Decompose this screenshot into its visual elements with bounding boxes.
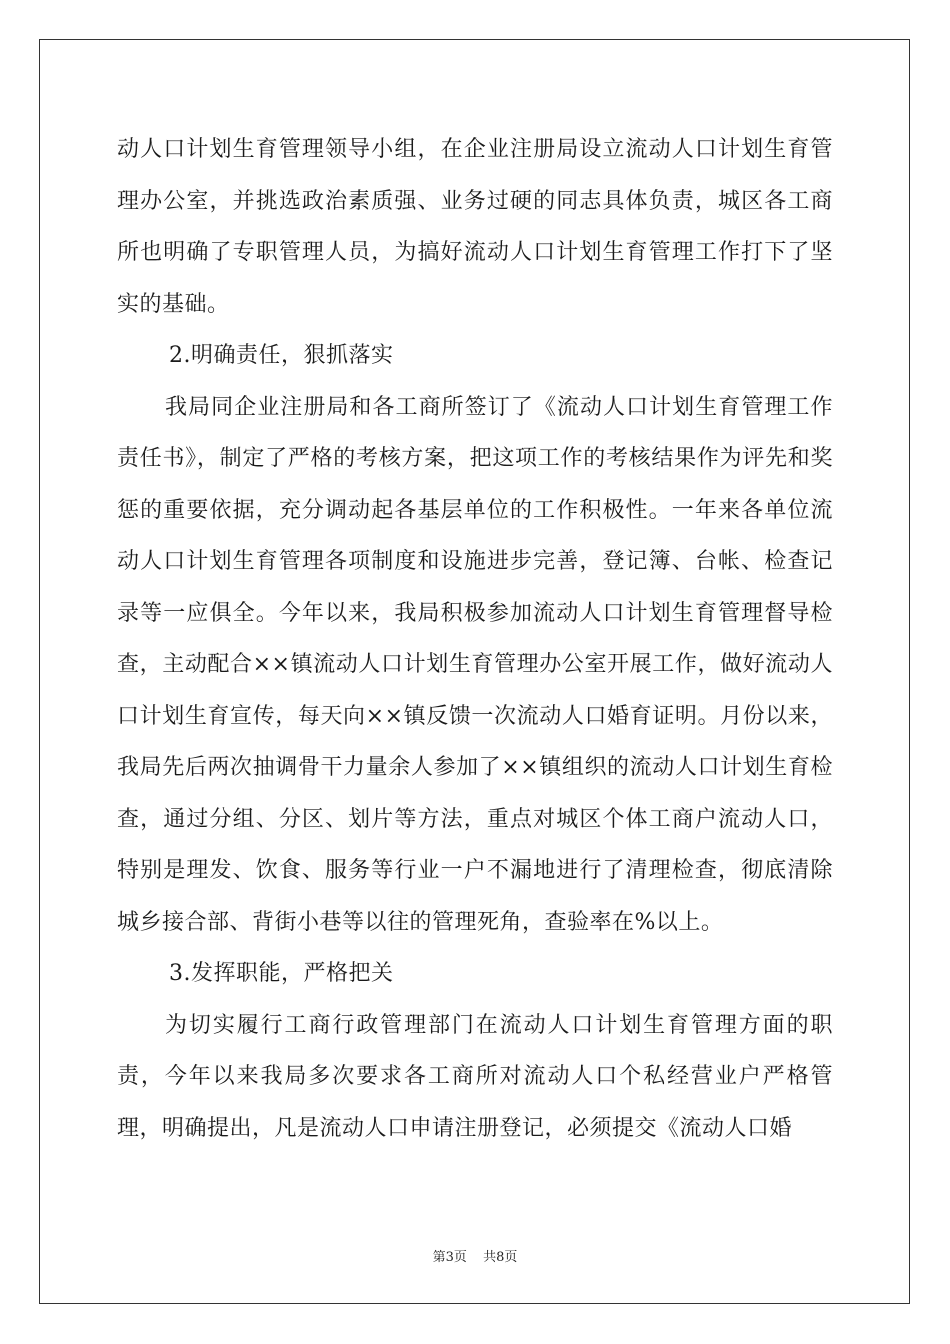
section-heading-3: 3.发挥职能，严格把关 bbox=[169, 961, 394, 986]
paragraph-continuation: 动人口计划生育管理领导小组，在企业注册局设立流动人口计划生育管理办公室，并挑选政治素质强、业务过硬的同志具体负责，城区各工商所也明确了专职管理人员，为搞好流动人口计划生育管理工作打下了坚实的基础。 bbox=[117, 137, 833, 317]
page-footer bbox=[0, 1246, 950, 1265]
page-number-total: 共8页 bbox=[483, 1250, 518, 1265]
page-number-current: 第3页 bbox=[432, 1250, 467, 1265]
section-heading-2: 2.明确责任，狠抓落实 bbox=[169, 343, 394, 368]
paragraph-responsibility: 我局同企业注册局和各工商所签订了《流动人口计划生育管理工作责任书》，制定了严格的考核方案，把这项工作的考核结果作为评先和奖惩的重要依据，充分调动起各基层单位的工作积极性。一年来各单位流动人口计划生育管理各项制度和设施进步完善，登记簿、台帐、检查记录等一应俱全。今年以来，我局积极参加流动人口计划生育管理督导检查，主动配合××镇流动人口计划生育管理办公室开展工作，做好流动人口计划生育宣传，每天向××镇反馈一次流动人口婚育证明。月份以来，我局先后两次抽调骨干力量余人参加了××镇组织的流动人口计划生育检查，通过分组、分区、划片等方法，重点对城区个体工商户流动人口，特别是理发、饮食、服务等行业一户不漏地进行了清理检查，彻底清除城乡接合部、背街小巷等以往的管理死角，查验率在%以上。 bbox=[117, 394, 833, 935]
paragraph-function: 为切实履行工商行政管理部门在流动人口计划生育管理方面的职责，今年以来我局多次要求各工商所对流动人口个私经营业户严格管理，明确提出，凡是流动人口申请注册登记，必须提交《流动人口婚 bbox=[117, 1012, 833, 1141]
document-body bbox=[117, 124, 833, 1154]
